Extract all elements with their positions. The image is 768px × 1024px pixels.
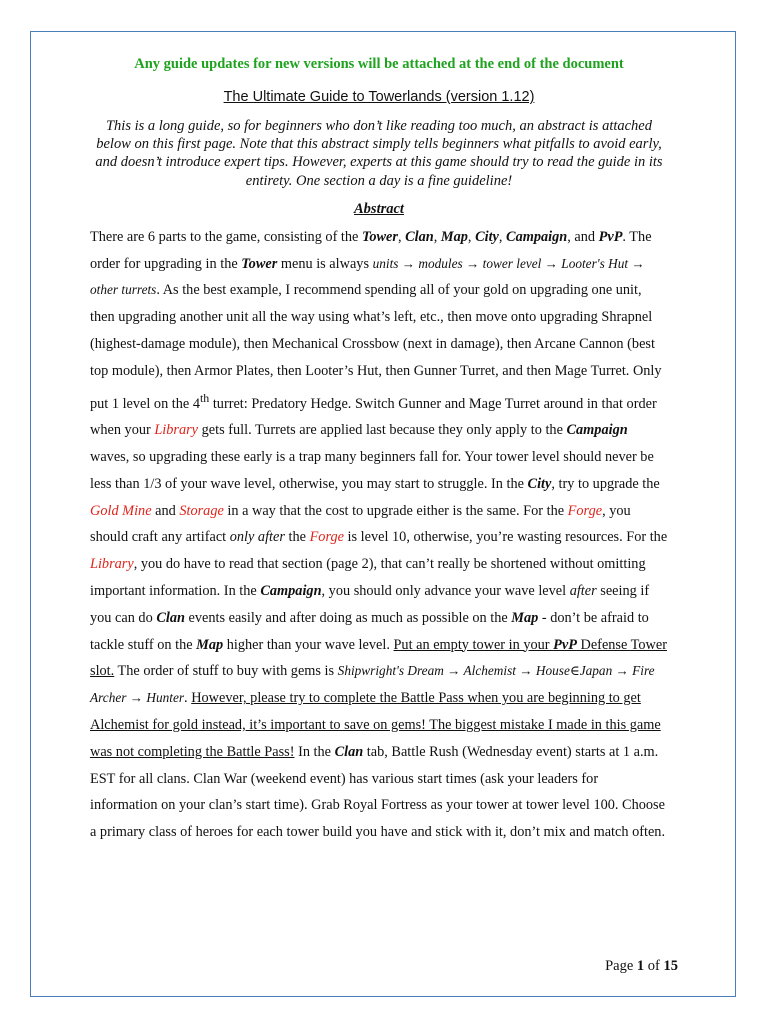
- keyword-clan: Clan: [405, 228, 434, 245]
- highlight-storage: Storage: [179, 502, 224, 519]
- abstract-text: - don’t be afraid to tackle stuff on the: [90, 609, 649, 653]
- abstract-text: tab, Battle Rush (Wednesday event) starts at 1 a.m. EST for all clans. Clan War (weekend event) has various start times (ask your leaders for information on your clan’s start time). Grab Royal Fortress as your tower at tower level 100. Choose a primary class of heroes for each tower build you have and stick with it, don’t mix and match often.: [90, 743, 666, 841]
- update-note: Any guide updates for new versions will be attached at the end of the document: [134, 56, 624, 72]
- abstract-text: and: [151, 502, 180, 519]
- abstract-text: There are 6 parts to the game, consisting of the: [90, 228, 362, 245]
- keyword-pvp: PvP: [553, 636, 577, 653]
- abstract-text: , try to upgrade the: [551, 475, 660, 492]
- abstract-text: The order of stuff to buy with gems is: [114, 663, 338, 680]
- abstract-text: , you do have to read that section (page 2), that can’t really be shortened without omitting important information. In the: [90, 556, 646, 599]
- abstract-text: higher than your wave level.: [223, 636, 394, 653]
- keyword-clan: Clan: [156, 609, 185, 626]
- underlined-tip: Defense Tower slot.: [90, 636, 667, 680]
- abstract-text: ,: [433, 228, 441, 245]
- abstract-text: waves, so upgrading these early is a trap many beginners fall for. Your tower level should never be less than 1/3 of your wave level, otherwise, you may start to struggle. In the: [90, 448, 654, 492]
- of-label: of: [644, 958, 664, 974]
- abstract-text: gets full. Turrets are applied last because they only apply to the: [198, 422, 567, 439]
- keyword-tower: Tower: [241, 255, 278, 272]
- abstract-text: ,: [467, 228, 476, 245]
- page-number: [605, 958, 678, 975]
- abstract-paragraph: [90, 224, 668, 846]
- keyword-map: Map: [511, 609, 539, 626]
- keyword-tower: Tower: [361, 228, 398, 245]
- abstract-text: ,: [498, 228, 507, 245]
- abstract-heading: Abstract: [354, 200, 404, 217]
- highlight-forge: Forge: [309, 529, 344, 546]
- document-body: [90, 56, 668, 846]
- underlined-tip: Put an empty tower in your: [393, 636, 554, 653]
- emphasis-only-after: only after: [229, 529, 285, 546]
- abstract-text: ,: [397, 228, 406, 245]
- intro-paragraph: This is a long guide, so for beginners who don’t like reading too much, an abstract is attached below on this first page. Note that this abstract simply tells beginners what pitfalls to avoid early, and doesn’t introduce expert tips. However, experts at this game should try to read the guide in its entirety. One section a day is a fine guideline!: [95, 118, 663, 189]
- keyword-clan: Clan: [334, 743, 364, 760]
- abstract-text: seeing if you can do: [90, 582, 650, 626]
- abstract-text: . The order for upgrading in the: [90, 228, 652, 272]
- highlight-library: Library: [154, 422, 199, 439]
- abstract-text: .: [184, 690, 192, 707]
- abstract-text: in a way that the cost to upgrade either is the same. For the: [223, 502, 568, 519]
- abstract-text: In the: [294, 743, 335, 760]
- abstract-text: turret: Predatory Hedge. Switch Gunner and Mage Turret around in that order when your: [90, 395, 657, 439]
- page-label: Page: [605, 958, 637, 974]
- keyword-campaign: Campaign: [506, 228, 568, 245]
- abstract-text: . As the best example, I recommend spending all of your gold on upgrading one unit, then upgrading another unit all the way using what’s left, etc., then move onto upgrading Shrapnel (highest-damage module), then Mechanical Crossbow (next in damage), then Arcane Cannon (best top module), then Armor Plates, then Looter’s Hut, then Gunner Turret, and then Mage Turret. Only put 1 level on the 4: [90, 282, 662, 412]
- abstract-text: , you should only advance your wave level: [321, 582, 570, 599]
- document-title: The Ultimate Guide to Towerlands (version 1.12): [223, 89, 535, 105]
- keyword-map: Map: [196, 636, 224, 653]
- abstract-text: the: [284, 529, 310, 546]
- keyword-campaign: Campaign: [260, 582, 322, 599]
- highlight-library: Library: [90, 556, 134, 573]
- ordinal-superscript: th: [199, 390, 210, 405]
- gem-purchase-sequence: Shipwright's Dream → Alchemist → House∈Japan → Fire Archer → Hunter: [90, 663, 655, 706]
- underlined-battle-pass-tip: However, please try to complete the Battle Pass when you are beginning to get Alchemist for gold instead, it’s important to save on gems! The biggest mistake I made in this game was not completing the Battle Pass!: [90, 690, 661, 760]
- keyword-pvp: PvP: [598, 228, 623, 245]
- upgrade-order-sequence: units → modules → tower level → Looter's Hut → other turrets: [90, 255, 645, 298]
- current-page: 1: [636, 958, 645, 974]
- keyword-city: City: [475, 228, 499, 245]
- abstract-text: , you should craft any artifact: [90, 502, 631, 546]
- abstract-text: , and: [567, 228, 599, 245]
- total-pages: 15: [663, 958, 678, 974]
- emphasis-after: after: [569, 582, 597, 599]
- abstract-text: menu is always: [277, 255, 373, 272]
- keyword-city: City: [527, 475, 552, 492]
- abstract-text: events easily and after doing as much as possible on the: [184, 609, 512, 626]
- abstract-text: is level 10, otherwise, you’re wasting resources. For the: [343, 529, 668, 546]
- keyword-campaign: Campaign: [566, 422, 628, 439]
- keyword-map: Map: [440, 228, 468, 245]
- highlight-forge: Forge: [567, 502, 603, 519]
- highlight-gold-mine: Gold Mine: [90, 502, 152, 519]
